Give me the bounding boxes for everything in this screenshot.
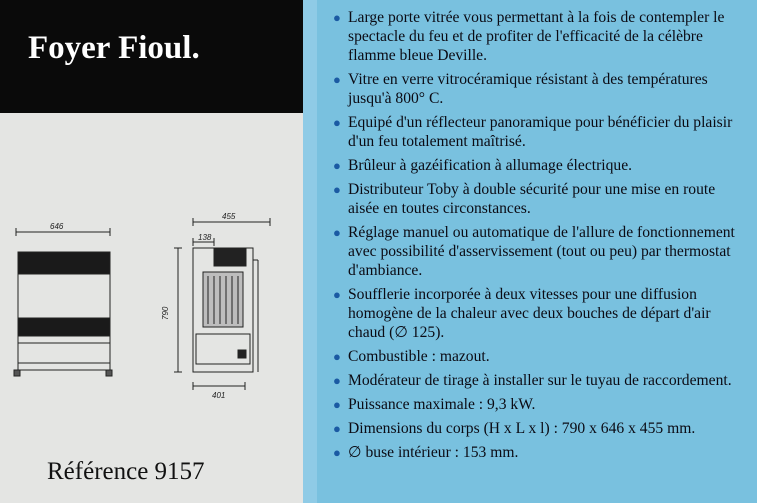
title-block <box>0 0 303 113</box>
front-middle-band <box>18 318 110 336</box>
height-label: 790 <box>161 306 170 320</box>
left-panel <box>0 0 303 503</box>
page-gutter <box>303 0 317 503</box>
side-firebox <box>203 272 243 327</box>
front-top-band <box>18 252 110 274</box>
bullet-icon: ● <box>333 373 341 388</box>
feature-item: ● Distributeur Toby à double sécurité pour une mise en route aisée en toutes circonstances. <box>333 181 716 217</box>
features-list <box>330 8 750 467</box>
features-panel <box>317 0 757 503</box>
feature-item: ● Soufflerie incorporée à deux vitesses pour une diffusion homogène de la chaleur avec deux bouches de départ d'air chaud (∅ 125). <box>333 286 711 341</box>
bullet-icon: ● <box>333 349 341 364</box>
bullet-icon: ● <box>333 182 341 197</box>
bullet-icon: ● <box>333 10 341 25</box>
reference-number: Référence 9157 <box>47 458 205 485</box>
feature-item: ● Large porte vitrée vous permettant à la fois de contempler le spectacle du feu et de profiter de l'efficacité de la célèbre flamme bleue Deville. <box>333 9 725 64</box>
bullet-icon: ● <box>333 115 341 130</box>
base-depth-label: 401 <box>212 391 226 400</box>
feature-item: ● Vitre en verre vitrocéramique résistant à des températures jusqu'à 800° C. <box>333 71 708 107</box>
bullet-icon: ● <box>333 397 341 412</box>
product-title: Foyer Fioul. <box>28 30 200 66</box>
side-width-label: 455 <box>222 212 236 221</box>
feature-item: ● Puissance maximale : 9,3 kW. <box>333 396 536 413</box>
front-view <box>14 228 112 376</box>
side-lower-panel <box>196 334 250 364</box>
feature-item: ● Equipé d'un réflecteur panoramique pour bénéficier du plaisir d'un feu totalement maîtrisé. <box>333 114 733 150</box>
bullet-icon: ● <box>333 445 341 460</box>
technical-drawing <box>0 200 303 445</box>
side-view <box>174 218 270 390</box>
feature-item: ● Dimensions du corps (H x L x l) : 790 x 646 x 455 mm. <box>333 420 696 437</box>
side-top-vent <box>214 248 246 266</box>
front-right-foot <box>106 370 112 376</box>
bullet-icon: ● <box>333 72 341 87</box>
feature-item: ● Modérateur de tirage à installer sur le tuyau de raccordement. <box>333 372 732 389</box>
side-offset-label: 138 <box>198 233 212 242</box>
feature-item: ● ∅ buse intérieur : 153 mm. <box>333 444 519 461</box>
feature-item: ● Réglage manuel ou automatique de l'allure de fonctionnement avec possibilité d'asservissement (tout ou peu) par thermostat d'ambiance. <box>333 224 735 279</box>
bullet-icon: ● <box>333 287 341 302</box>
feature-item: ● Combustible : mazout. <box>333 348 490 365</box>
feature-item: ● Brûleur à gazéification à allumage électrique. <box>333 157 633 174</box>
bullet-icon: ● <box>333 421 341 436</box>
bullet-icon: ● <box>333 225 341 240</box>
front-width-label: 646 <box>50 222 64 231</box>
front-left-foot <box>14 370 20 376</box>
bullet-icon: ● <box>333 158 341 173</box>
